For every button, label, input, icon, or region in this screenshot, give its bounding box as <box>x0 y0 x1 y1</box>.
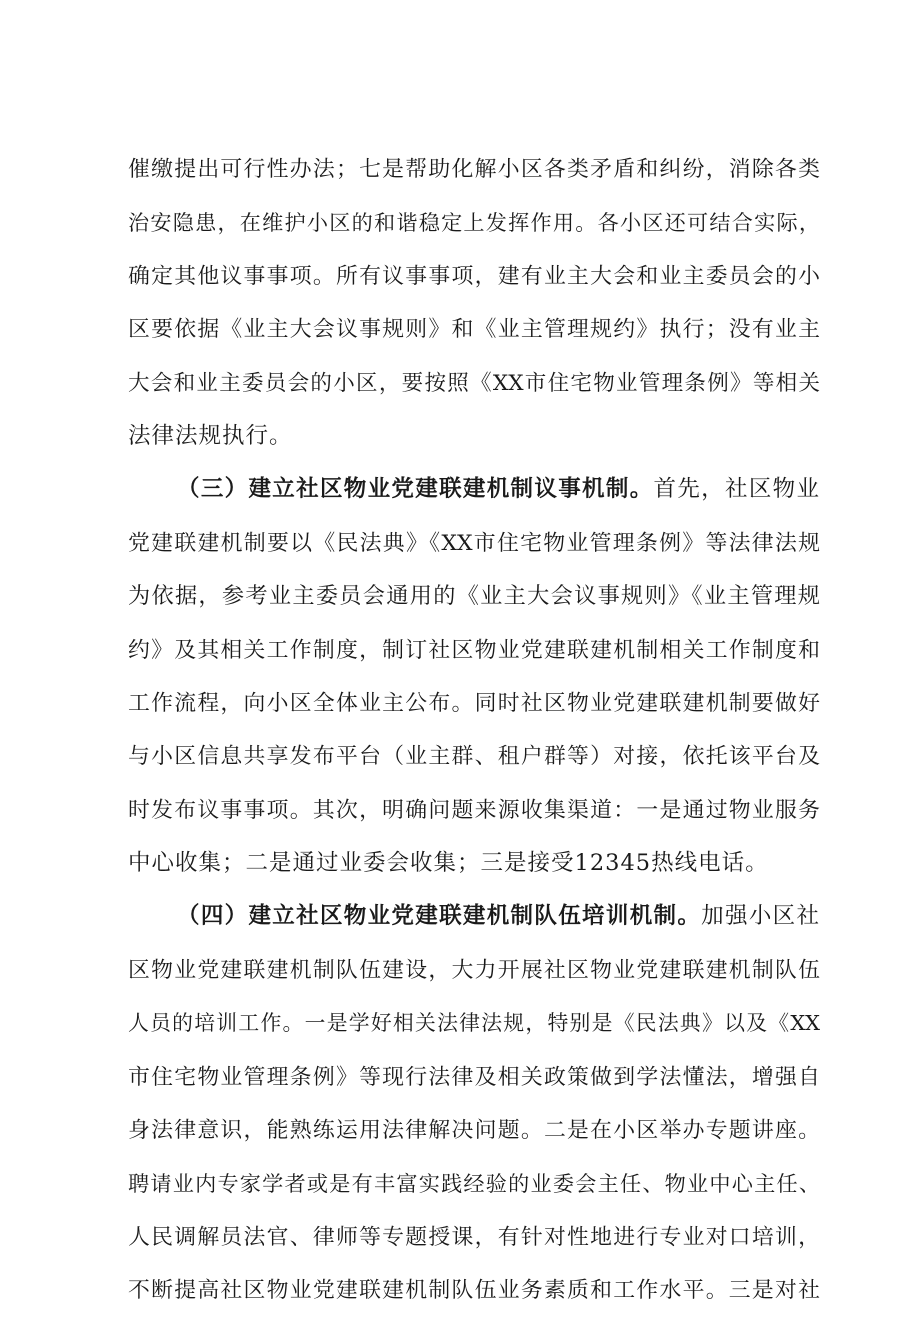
text-run: 加强小区社 <box>701 903 820 930</box>
text-line: 人民调解员法官、律师等专题授课，有针对性地进行专业对口培训， <box>128 1224 820 1250</box>
section-heading: （三）建立社区物业党建联建机制议事机制。 <box>177 476 654 503</box>
text-line: 党建联建机制要以《民法典》《XX市住宅物业管理条例》等法律法规 <box>128 530 820 556</box>
text-line: 约》及其相关工作制度，制订社区物业党建联建机制相关工作制度和 <box>128 637 820 663</box>
text-line: 人员的培训工作。一是学好相关法律法规，特别是《民法典》以及《XX <box>128 1011 820 1036</box>
text-line <box>128 890 820 943</box>
text-line: 时发布议事事项。其次，明确问题来源收集渠道：一是通过物业服务 <box>128 797 820 823</box>
text-line: 区物业党建联建机制队伍建设，大力开展社区物业党建联建机制队伍 <box>128 957 820 983</box>
paragraph <box>128 143 820 463</box>
text-line: 身法律意识，能熟练运用法律解决问题。二是在小区举办专题讲座。 <box>128 1118 820 1144</box>
text-line: 不断提高社区物业党建联建机制队伍业务素质和工作水平。三是对社 <box>128 1278 820 1304</box>
document-body <box>128 143 820 1318</box>
text-line: 法律法规执行。 <box>128 422 293 449</box>
section-heading: （四）建立社区物业党建联建机制队伍培训机制。 <box>177 903 702 930</box>
paragraph <box>128 890 820 1317</box>
text-line: 为依据，参考业主委员会通用的《业主大会议事规则》《业主管理规 <box>128 583 820 610</box>
text-line: 市住宅物业管理条例》等现行法律及相关政策做到学法懂法，增强自 <box>128 1064 820 1090</box>
text-line: 中心收集；二是通过业委会收集；三是接受12345热线电话。 <box>128 850 769 877</box>
text-line: 催缴提出可行性办法；七是帮助化解小区各类矛盾和纠纷，消除各类 <box>128 157 820 182</box>
paragraph <box>128 463 820 890</box>
text-line: 聘请业内专家学者或是有丰富实践经验的业委会主任、物业中心主任、 <box>128 1171 820 1197</box>
text-line <box>128 463 820 516</box>
text-line: 大会和业主委员会的小区，要按照《XX市住宅物业管理条例》等相关 <box>128 370 820 396</box>
text-run: 首先，社区物业 <box>653 476 820 503</box>
text-line: 与小区信息共享发布平台（业主群、租户群等）对接，依托该平台及 <box>128 744 820 770</box>
text-line: 确定其他议事事项。所有议事事项，建有业主大会和业主委员会的小 <box>128 263 820 289</box>
text-line: 治安隐患，在维护小区的和谐稳定上发挥作用。各小区还可结合实际， <box>128 210 820 236</box>
text-line: 区要依据《业主大会议事规则》和《业主管理规约》执行；没有业主 <box>128 317 820 343</box>
text-line: 工作流程，向小区全体业主公布。同时社区物业党建联建机制要做好 <box>128 690 820 716</box>
